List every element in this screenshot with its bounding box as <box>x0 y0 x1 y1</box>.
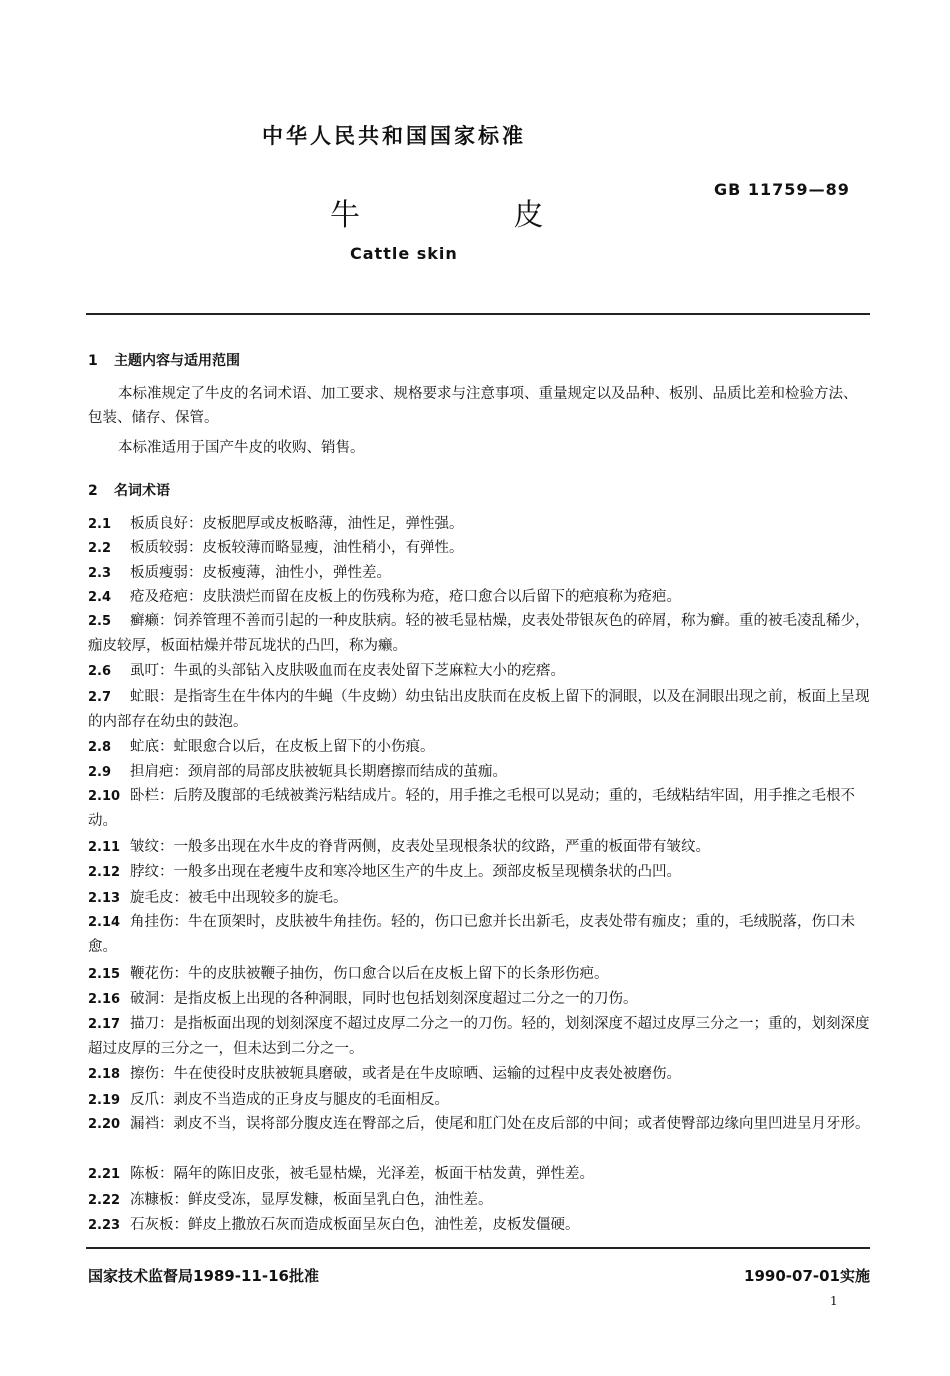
term-item <box>88 585 870 610</box>
term-item <box>88 536 870 561</box>
footer-divider <box>86 1247 870 1249</box>
term-number: 2.6 <box>88 664 112 679</box>
header-divider <box>86 313 870 315</box>
term-item <box>88 685 870 734</box>
term-item <box>88 561 870 586</box>
term-number: 2.16 <box>88 992 121 1007</box>
term-text: 脖纹：一般多出现在老瘦牛皮和寒冷地区生产的牛皮上。颈部皮板呈现横条状的凸凹。 <box>130 864 681 880</box>
term-text: 漏裆：剥皮不当，误将部分腹皮连在臀部之后，使尾和肛门处在皮后部的中间；或者使臀部边缘向里凹进呈月牙形。 <box>130 1116 870 1132</box>
term-text: 板质瘦弱：皮板瘦薄，油性小，弹性差。 <box>130 565 391 581</box>
term-item <box>88 735 870 760</box>
term-item <box>88 886 870 911</box>
term-item <box>88 910 870 959</box>
term-text: 破洞：是指皮板上出现的各种洞眼，同时也包括划刻深度超过二分之一的刀伤。 <box>130 991 638 1007</box>
term-item <box>88 1088 870 1113</box>
term-item <box>88 1213 870 1238</box>
document-title-en: Cattle skin <box>350 244 458 263</box>
section-title: 名词术语 <box>114 483 170 499</box>
term-text: 陈板：隔年的陈旧皮张，被毛显枯燥，光泽差，板面干枯发黄，弹性差。 <box>130 1166 594 1182</box>
document-title: 牛 皮 <box>330 198 616 233</box>
term-item <box>88 609 870 658</box>
page-number: 1 <box>830 1294 838 1308</box>
term-text: 描刀：是指板面出现的划刻深度不超过皮厚二分之一的刀伤。轻的，划刻深度不超过皮厚三分之一；重的，划刻深度超过皮厚的三分之一，但未达到二分之一。 <box>88 1016 870 1057</box>
term-item <box>88 1188 870 1213</box>
term-number: 2.10 <box>88 789 121 804</box>
term-number: 2.11 <box>88 840 121 855</box>
term-item <box>88 1012 870 1061</box>
term-item <box>88 835 870 860</box>
term-number: 2.7 <box>88 690 112 705</box>
term-text: 皱纹：一般多出现在水牛皮的脊背两侧，皮表处呈现根条状的纹路，严重的板面带有皱纹。 <box>130 839 710 855</box>
term-number: 2.12 <box>88 865 121 880</box>
term-number: 2.17 <box>88 1017 121 1032</box>
term-text: 角挂伤：牛在顶架时，皮肤被牛角挂伤。轻的，伤口已愈并长出新毛，皮表处带有痂皮；重的，毛绒脱落，伤口未愈。 <box>88 914 855 955</box>
term-item <box>88 760 870 785</box>
term-number: 2.5 <box>88 614 112 629</box>
term-text: 旋毛皮：被毛中出现较多的旋毛。 <box>130 890 348 906</box>
term-text: 石灰板：鲜皮上撒放石灰而造成板面呈灰白色，油性差，皮板发僵硬。 <box>130 1217 580 1233</box>
term-text: 疮及疮疤：皮肤溃烂而留在皮板上的伤残称为疮，疮口愈合以后留下的疤痕称为疮疤。 <box>130 589 681 605</box>
term-number: 2.3 <box>88 566 112 581</box>
term-text: 虻眼：是指寄生在牛体内的牛蝇（牛皮蚴）幼虫钻出皮肤而在皮板上留下的洞眼，以及在洞眼出现之前，板面上呈现的内部存在幼虫的鼓泡。 <box>88 689 870 730</box>
section-number: 1 <box>88 353 98 369</box>
section-heading-1 <box>88 350 240 370</box>
term-number: 2.2 <box>88 541 112 556</box>
paragraph: 本标准适用于国产牛皮的收购、销售。 <box>118 440 365 456</box>
term-text: 擦伤：牛在使役时皮肤被轭具磨破，或者是在牛皮晾晒、运输的过程中皮表处被磨伤。 <box>130 1066 681 1082</box>
term-number: 2.21 <box>88 1167 121 1182</box>
term-text: 癣癞：饲养管理不善而引起的一种皮肤病。轻的被毛显枯燥，皮表处带银灰色的碎屑，称为癣。重的被毛凌乱稀少，痂皮较厚，板面枯燥并带瓦垅状的凸凹，称为癞。 <box>88 613 870 654</box>
term-item <box>88 1112 870 1137</box>
term-number: 2.15 <box>88 967 121 982</box>
approval-text: 国家技术监督局1989-11-16批准 <box>88 1267 319 1285</box>
term-item <box>88 659 870 684</box>
term-number: 2.4 <box>88 590 112 605</box>
term-text: 板质较弱：皮板较薄而略显瘦，油性稍小，有弹性。 <box>130 540 464 556</box>
term-number: 2.8 <box>88 740 112 755</box>
term-item <box>88 784 870 833</box>
term-text: 卧栏：后胯及腹部的毛绒被粪污粘结成片。轻的，用手推之毛根可以晃动；重的，毛绒粘结牢固，用手推之毛根不动。 <box>88 788 855 829</box>
term-item <box>88 1062 870 1087</box>
term-number: 2.13 <box>88 891 121 906</box>
paragraph: 本标准规定了牛皮的名词术语、加工要求、规格要求与注意事项、重量规定以及品种、板别、品质比差和检验方法、包装、储存、保管。 <box>88 386 858 426</box>
term-text: 冻糠板：鲜皮受冻，显厚发糠，板面呈乳白色，油性差。 <box>130 1192 493 1208</box>
term-number: 2.14 <box>88 915 121 930</box>
term-text: 反爪：剥皮不当造成的正身皮与腿皮的毛面相反。 <box>130 1092 449 1108</box>
term-item <box>88 962 870 987</box>
section-heading-2 <box>88 480 170 500</box>
national-standard-label: 中华人民共和国国家标准 <box>262 123 526 148</box>
term-number: 2.1 <box>88 517 112 532</box>
term-text: 虱叮：牛虱的头部钻入皮肤吸血而在皮表处留下芝麻粒大小的疙瘩。 <box>130 663 565 679</box>
term-number: 2.20 <box>88 1117 121 1132</box>
term-number: 2.22 <box>88 1193 121 1208</box>
term-number: 2.23 <box>88 1218 121 1233</box>
term-text: 鞭花伤：牛的皮肤被鞭子抽伤，伤口愈合以后在皮板上留下的长条形伤疤。 <box>130 966 609 982</box>
term-number: 2.19 <box>88 1093 121 1108</box>
term-number: 2.9 <box>88 765 112 780</box>
term-text: 虻底：虻眼愈合以后，在皮板上留下的小伤痕。 <box>130 739 435 755</box>
effective-date: 1990-07-01实施 <box>744 1267 870 1285</box>
term-text: 担肩疤：颈肩部的局部皮肤被轭具长期磨擦而结成的茧痂。 <box>130 764 507 780</box>
term-item <box>88 860 870 885</box>
term-text: 板质良好：皮板肥厚或皮板略薄，油性足，弹性强。 <box>130 516 464 532</box>
standard-code: GB 11759—89 <box>714 180 850 199</box>
term-item <box>88 987 870 1012</box>
term-item <box>88 512 870 537</box>
term-item <box>88 1162 870 1187</box>
term-number: 2.18 <box>88 1067 121 1082</box>
section-number: 2 <box>88 483 98 499</box>
section-title: 主题内容与适用范围 <box>114 353 240 369</box>
